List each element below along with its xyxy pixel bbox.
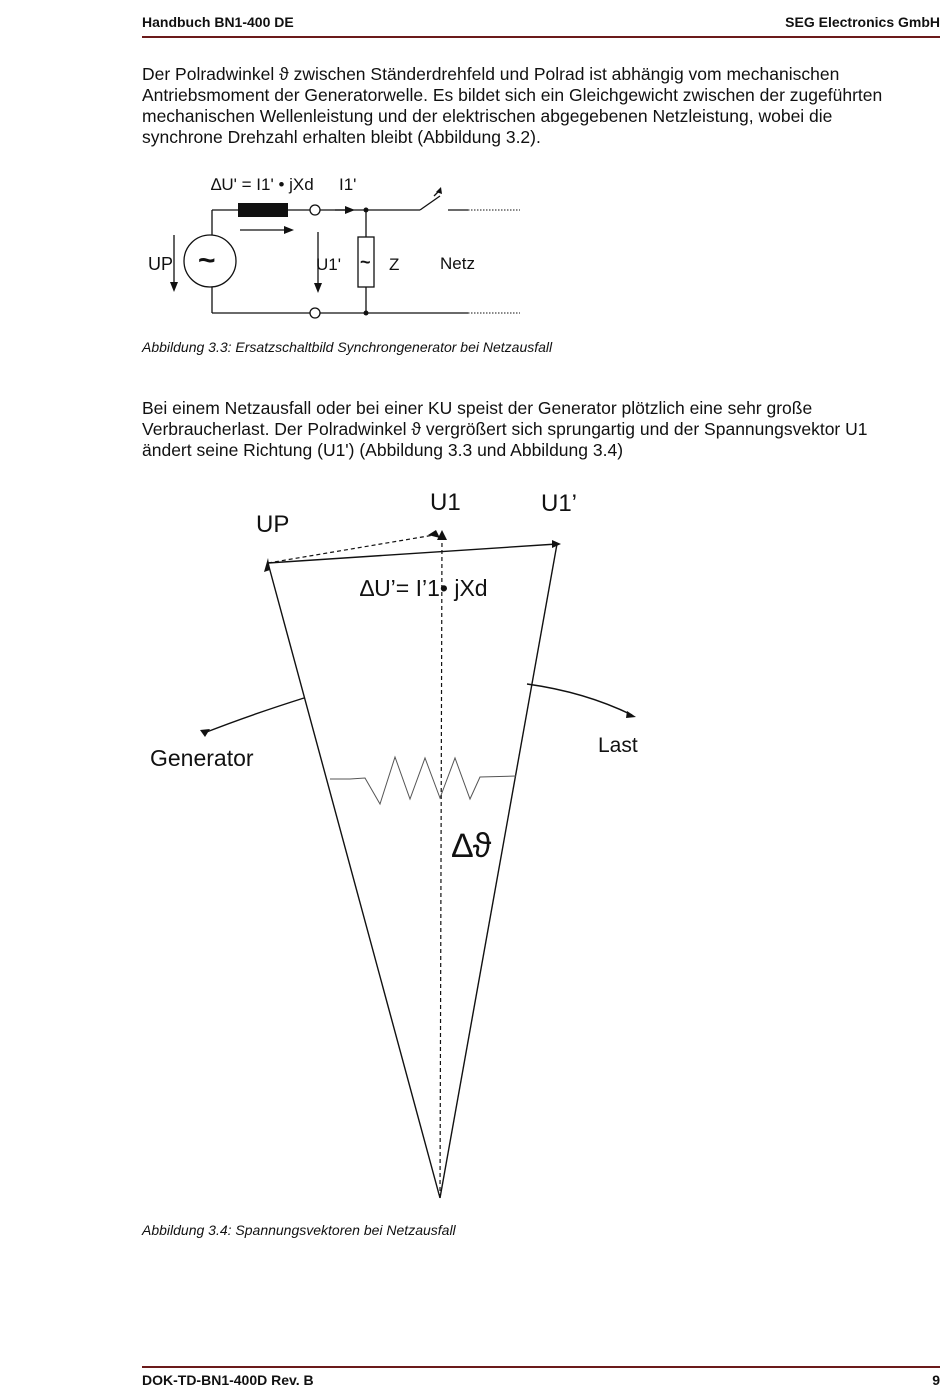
document-id: DOK-TD-BN1-400D Rev. B xyxy=(142,1372,314,1388)
circuit-current-label: I1' xyxy=(339,175,357,194)
footer-rule xyxy=(142,1366,940,1368)
vector-up-label: UP xyxy=(256,511,290,538)
circuit-delta-u-label: ∆U' = I1' • jXd xyxy=(211,175,314,194)
figure-3-3-caption: Abbildung 3.3: Ersatzschaltbild Synchrongenerator bei Netzausfall xyxy=(142,339,553,355)
circuit-z-label: Z xyxy=(389,255,400,274)
delta-theta-label: ∆ϑ xyxy=(452,827,492,865)
circuit-up-label: UP xyxy=(148,254,174,274)
circuit-netz-label: Netz xyxy=(440,254,475,273)
header-rule xyxy=(142,36,940,38)
paragraph-2-line: Bei einem Netzausfall oder bei einer KU speist der Generator plötzlich eine sehr große xyxy=(142,398,813,418)
paragraph-2-line: ändert seine Richtung (U1') (Abbildung 3.3 und Abbildung 3.4) xyxy=(142,440,624,460)
paragraph-1-line: Der Polradwinkel ϑ zwischen Ständerdrehfeld und Polrad ist abhängig vom mechanischen xyxy=(142,64,840,84)
paragraph-1-line: synchrone Drehzahl erhalten bleibt (Abbildung 3.2). xyxy=(142,127,541,147)
vector-equation-label: ∆U’= I’1• jXd xyxy=(360,575,488,601)
page-header xyxy=(142,14,940,34)
page-number: 9 xyxy=(932,1372,940,1388)
paragraph-1-line: mechanischen Wellenleistung und der elektrischen abgegebenen Netzleistung, wobei die xyxy=(142,106,833,126)
last-label: Last xyxy=(598,734,638,757)
figure-3-4-caption: Abbildung 3.4: Spannungsvektoren bei Netzausfall xyxy=(142,1222,456,1238)
impedance-symbol: ~ xyxy=(360,252,371,272)
paragraph-1 xyxy=(142,64,922,148)
header-company: SEG Electronics GmbH xyxy=(785,14,940,30)
generator-tilde-symbol: ~ xyxy=(198,244,216,277)
vector-u1-label: U1 xyxy=(430,489,461,516)
generator-label: Generator xyxy=(150,745,254,771)
header-title: Handbuch BN1-400 DE xyxy=(142,14,294,30)
paragraph-1-line: Antriebsmoment der Generatorwelle. Es bildet sich ein Gleichgewicht zwischen der zugeführten xyxy=(142,85,883,105)
paragraph-2 xyxy=(142,398,922,461)
vector-u1-prime-label: U1’ xyxy=(541,490,578,517)
circuit-u1-label: U1' xyxy=(316,255,341,274)
paragraph-2-line: Verbraucherlast. Der Polradwinkel ϑ vergrößert sich sprungartig und der Spannungsvektor U1 xyxy=(142,419,868,439)
